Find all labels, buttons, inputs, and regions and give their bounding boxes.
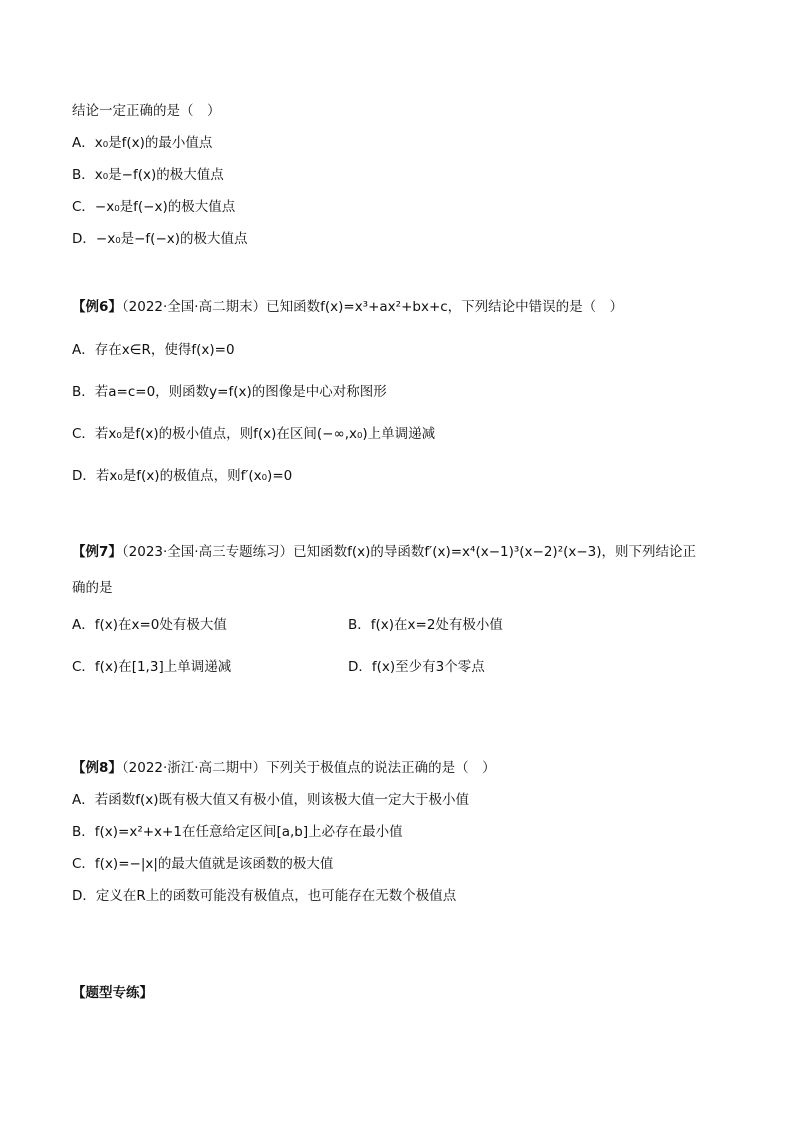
ex6-tag: 【例6】 <box>72 299 122 315</box>
ex7-option-c: C．f(x)在[1,3]上单调递减 <box>72 659 232 675</box>
ex7-question-line2: 确的是 <box>72 580 113 596</box>
ex8-option-d: D．定义在R上的函数可能没有极值点，也可能存在无数个极值点 <box>72 888 457 904</box>
ex7-option-d: D．f(x)至少有3个零点 <box>348 659 485 675</box>
ex7-question-line1: 已知函数f(x)的导函数f′(x)=x⁴(x−1)³(x−2)²(x−3)，则下列结论正 <box>293 544 697 560</box>
ex6-source: （2022·全国·高二期末） <box>121 299 267 315</box>
ex5-option-a: A．x₀是f(x)的最小值点 <box>72 135 213 151</box>
ex6-question: 已知函数f(x)=x³+ax²+bx+c，下列结论中错误的是（ ） <box>266 299 624 315</box>
ex5-stem-tail: 结论一定正确的是（ ） <box>72 103 221 119</box>
ex6-option-b: B．若a=c=0，则函数y=f(x)的图像是中心对称图形 <box>72 384 387 400</box>
ex7-source: （2023·全国·高三专题练习） <box>121 544 294 560</box>
ex7-stem <box>72 542 696 562</box>
ex7-option-b: B．f(x)在x=2处有极小值 <box>348 617 503 633</box>
ex7-tag: 【例7】 <box>72 544 122 560</box>
ex8-stem <box>72 758 496 778</box>
ex8-tag: 【例8】 <box>72 760 122 776</box>
ex6-option-c: C．若x₀是f(x)的极小值点，则f(x)在区间(−∞,x₀)上单调递减 <box>72 426 436 442</box>
ex6-option-d: D．若x₀是f(x)的极值点，则f′(x₀)=0 <box>72 468 293 484</box>
section-heading: 【题型专练】 <box>72 985 153 1001</box>
ex5-option-c: C．−x₀是f(−x)的极大值点 <box>72 199 236 215</box>
ex8-option-b: B．f(x)=x²+x+1在任意给定区间[a,b]上必存在最小值 <box>72 824 403 840</box>
ex8-option-a: A．若函数f(x)既有极大值又有极小值，则该极大值一定大于极小值 <box>72 792 470 808</box>
ex5-option-d: D．−x₀是−f(−x)的极大值点 <box>72 231 248 247</box>
ex5-option-b: B．x₀是−f(x)的极大值点 <box>72 167 224 183</box>
ex8-source: （2022·浙江·高二期中） <box>121 760 267 776</box>
ex8-option-c: C．f(x)=−|x|的最大值就是该函数的极大值 <box>72 856 334 872</box>
ex7-option-a: A．f(x)在x=0处有极大值 <box>72 617 227 633</box>
ex8-question: 下列关于极值点的说法正确的是（ ） <box>266 760 496 776</box>
ex6-option-a: A．存在x∈R，使得f(x)=0 <box>72 342 235 358</box>
ex6-stem <box>72 297 623 317</box>
